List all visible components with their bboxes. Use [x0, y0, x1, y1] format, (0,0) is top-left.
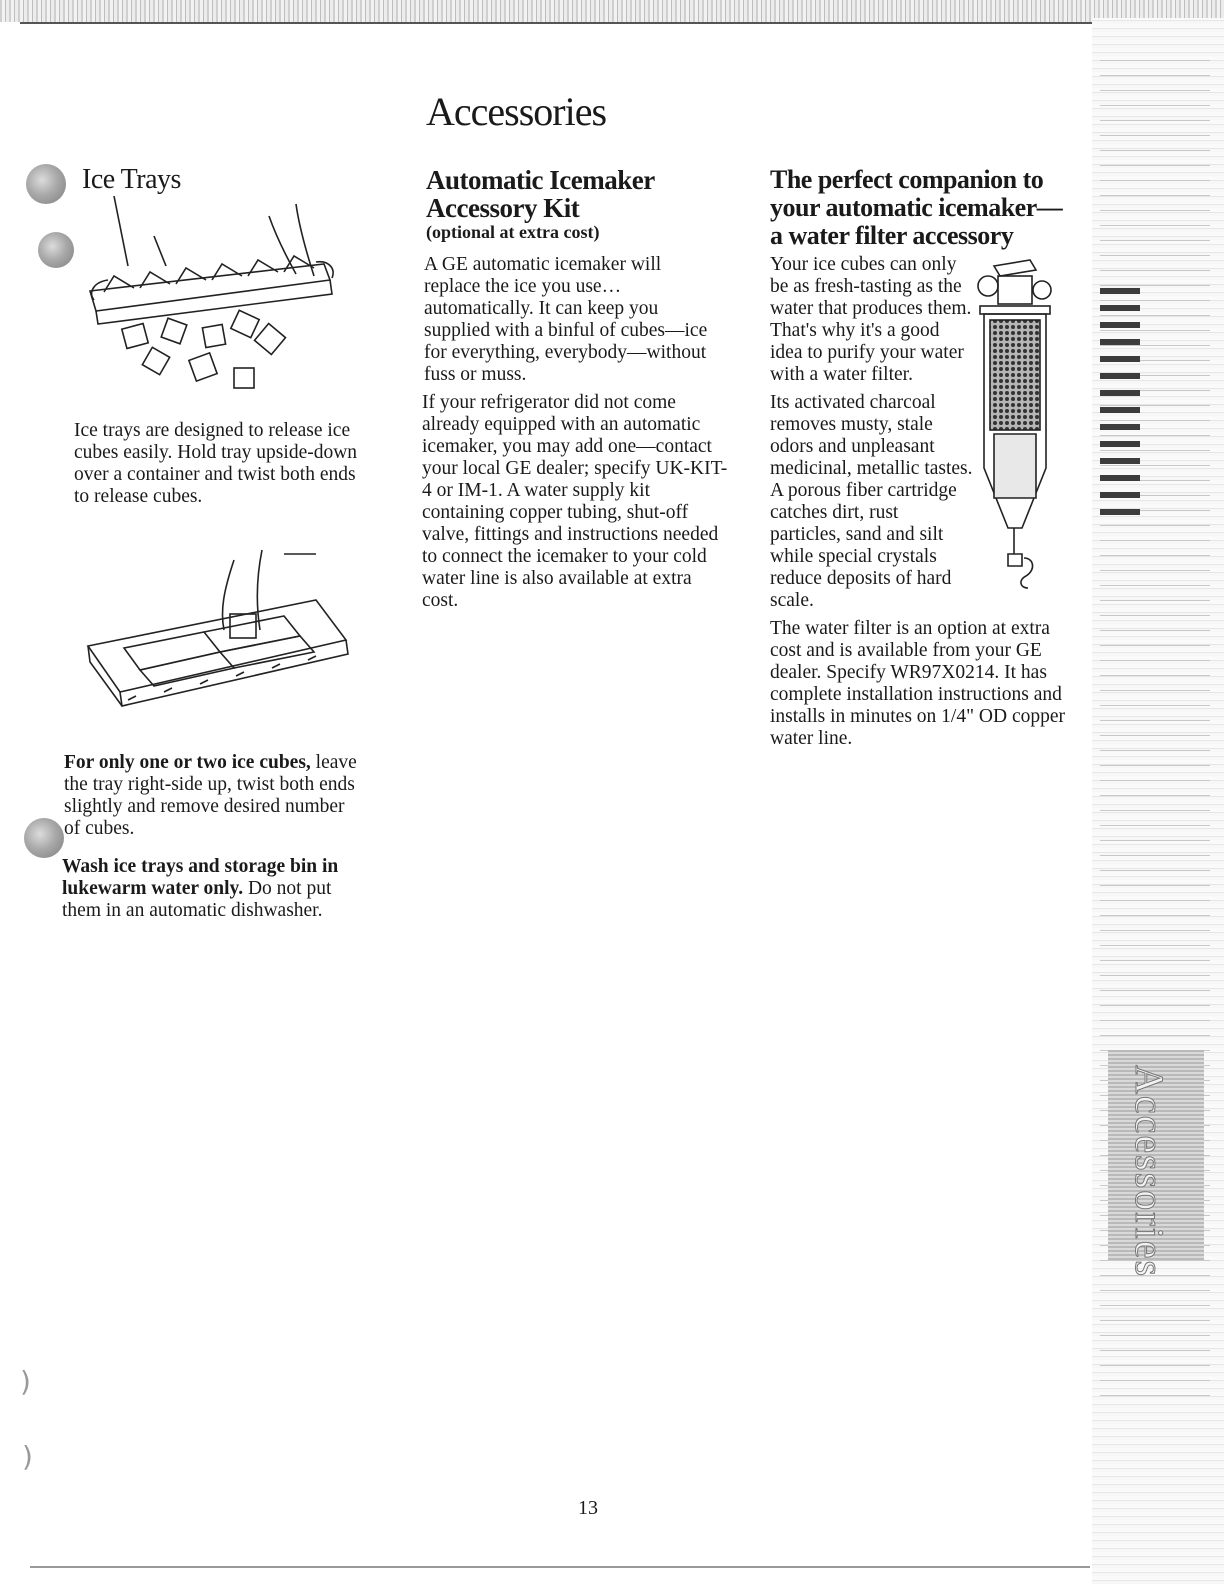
water-filter-para-3: The water filter is an option at extra cost and is available from your GE dealer. Specify WR97X0214. It has complete installation instructions and installs in minutes on 1/4" OD copper water line.	[770, 618, 1066, 749]
icemaker-kit-heading: Automatic Icemaker Accessory Kit	[426, 165, 655, 223]
side-tab-label: Accessories	[1127, 1065, 1172, 1279]
tip-washing-bold: Wash ice trays and storage bin in lukewarm water only.	[62, 856, 339, 899]
ice-tray-single-cube-illustration	[84, 530, 354, 730]
icemaker-kit-subheading: (optional at extra cost)	[426, 222, 600, 242]
margin-mark-icon: )	[22, 1440, 33, 1473]
binder-hole-icon	[38, 232, 74, 268]
page-title: Accessories	[426, 89, 607, 134]
ice-tray-tip-single-cubes	[64, 752, 364, 840]
water-filter-para-1: Your ice cubes can only be as fresh-tasting as the water that produces them. That's why it's a good idea to purify your water with a water filter.	[770, 254, 972, 385]
ice-tray-twist-illustration	[84, 196, 344, 396]
binder-hole-icon	[24, 818, 64, 858]
binder-hole-icon	[26, 164, 66, 204]
ice-trays-body: Ice trays are designed to release ice cubes easily. Hold tray upside-down over a container and twist both ends to release cubes.	[74, 420, 358, 507]
bottom-rule	[30, 1566, 1090, 1568]
tip-washing-text: Do not put them in an automatic dishwasher.	[62, 878, 332, 921]
index-marks	[1100, 288, 1140, 526]
scan-top-band	[0, 0, 1224, 22]
ice-trays-heading: Ice Trays	[82, 164, 181, 195]
water-filter-para-2: Its activated charcoal removes musty, stale odors and unpleasant medicinal, metallic tastes. A porous fiber cartridge catches dirt, rust particles, sand and silt while special crystals reduce deposits of hard scale.	[770, 392, 973, 611]
tip-single-cubes-text: leave the tray right-side up, twist both ends slightly and remove desired number of cubes.	[64, 752, 357, 839]
tip-single-cubes-bold: For only one or two ice cubes,	[64, 752, 311, 773]
right-band-lines	[1100, 60, 1210, 1500]
ice-tray-tip-washing	[62, 856, 362, 922]
water-filter-heading: The perfect companion to your automatic icemaker—a water filter accessory	[770, 165, 1063, 250]
water-filter-illustration	[974, 258, 1054, 598]
icemaker-kit-para-1: A GE automatic icemaker will replace the ice you use… automatically. It can keep you supplied with a binful of cubes—ice for everything, everybody—without fuss or muss.	[424, 254, 708, 385]
page-number: 13	[578, 1497, 598, 1519]
margin-mark-icon: )	[20, 1365, 31, 1398]
icemaker-kit-para-2: If your refrigerator did not come already equipped with an automatic icemaker, you may add one—contact your local GE dealer; specify UK-KIT-4 or IM-1. A water supply kit containing copper tubing, shut-off valve, fittings and instructions needed to connect the icemaker to your cold water line is also available at extra cost.	[422, 392, 728, 611]
top-rule	[20, 22, 1100, 24]
